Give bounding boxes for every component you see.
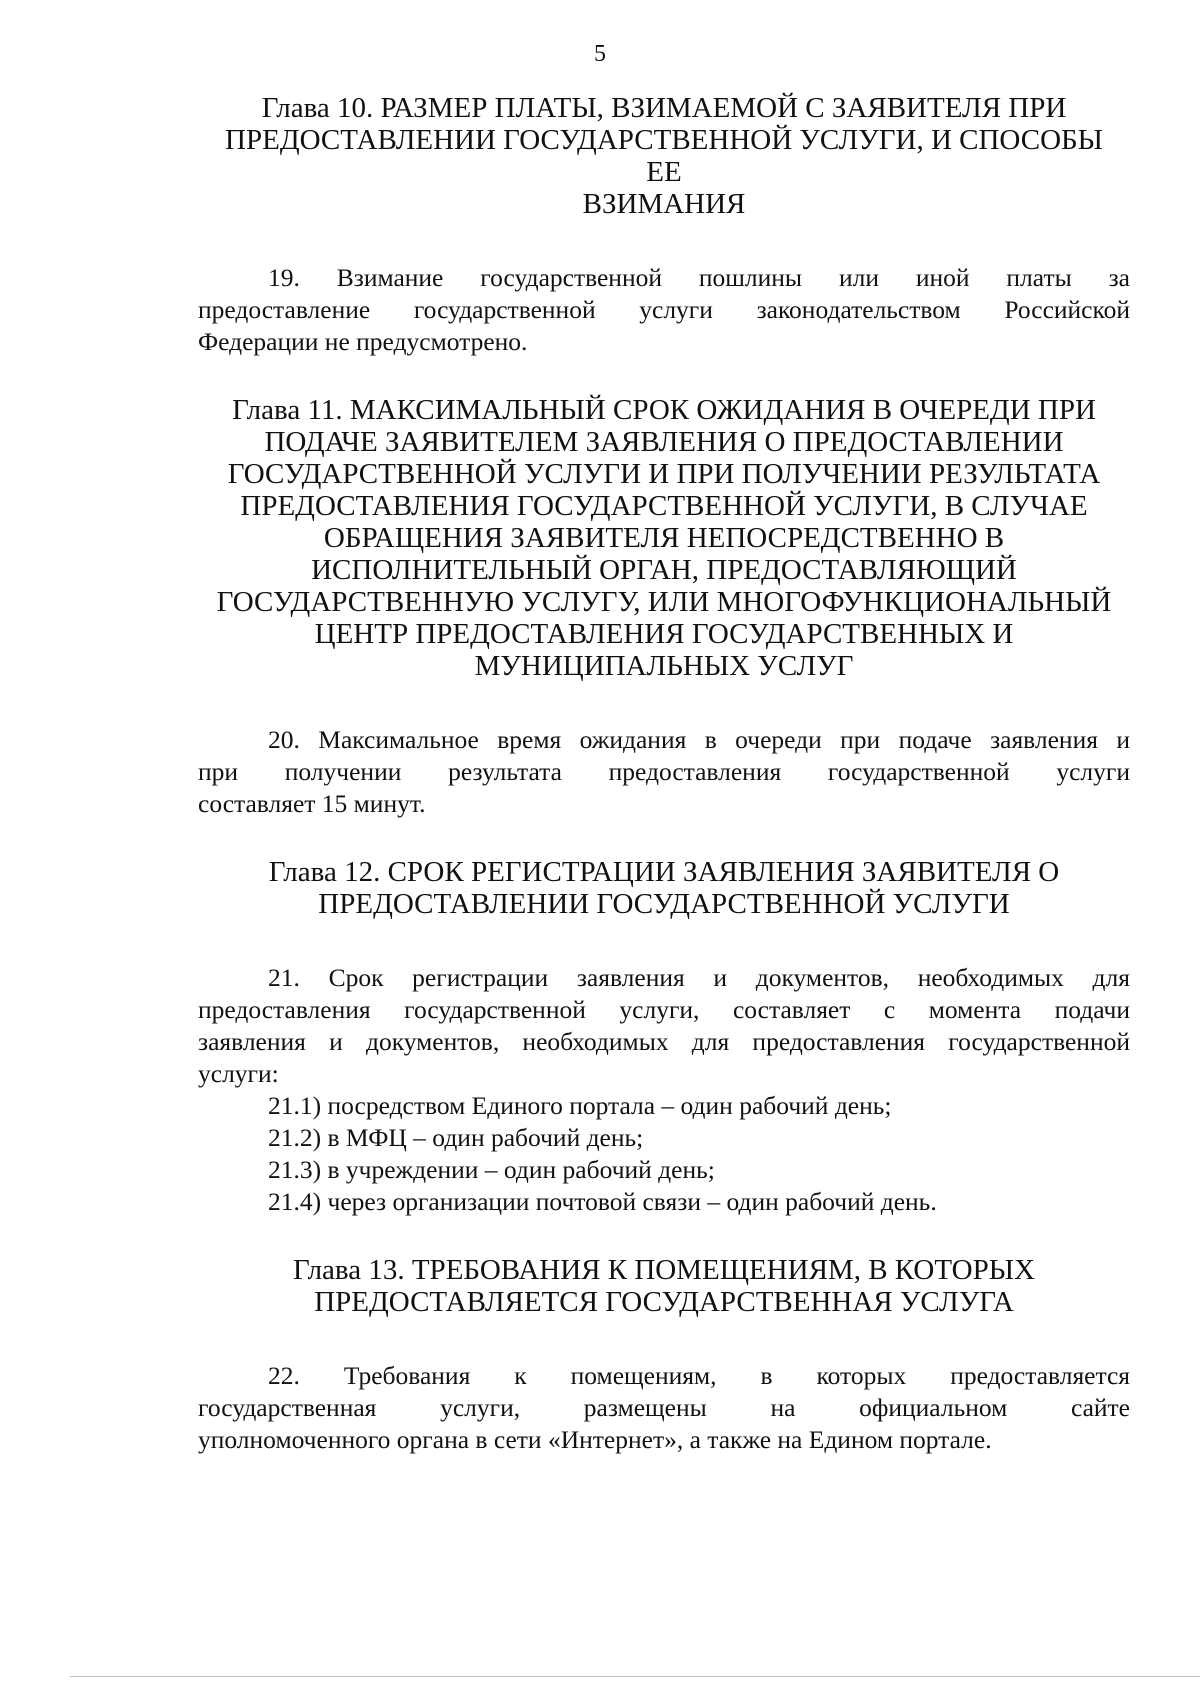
- scan-edge-line: [70, 1676, 1200, 1677]
- heading-line: ПРЕДОСТАВЛЕНИИ ГОСУДАРСТВЕННОЙ УСЛУГИ, И СПОСОБЫ ЕЕ: [225, 124, 1103, 188]
- paragraph-line: 19. Взимание государственной пошлины или иной платы за: [268, 263, 1130, 292]
- paragraph-20: [198, 724, 1130, 820]
- heading-line: ГОСУДАРСТВЕННОЙ УСЛУГИ И ПРИ ПОЛУЧЕНИИ РЕЗУЛЬТАТА: [227, 458, 1101, 490]
- heading-line: ВЗИМАНИЯ: [582, 188, 746, 220]
- paragraph-19: [198, 262, 1130, 358]
- chapter-12-heading: [198, 856, 1130, 920]
- heading-line: Глава 13. ТРЕБОВАНИЯ К ПОМЕЩЕНИЯМ, В КОТОРЫХ: [292, 1254, 1035, 1286]
- heading-line: ПРЕДОСТАВЛЕНИЯ ГОСУДАРСТВЕННОЙ УСЛУГИ, В СЛУЧАЕ: [240, 490, 1088, 522]
- chapter-10-heading: [198, 92, 1130, 220]
- heading-line: ПРЕДОСТАВЛЯЕТСЯ ГОСУДАРСТВЕННАЯ УСЛУГА: [314, 1286, 1014, 1318]
- document-body: [198, 92, 1130, 1456]
- paragraph-line: при получении результата предоставления государственной услуги: [198, 757, 1130, 786]
- page-number: 5: [594, 41, 606, 67]
- paragraph-line: предоставление государственной услуги законодательством Российской: [198, 295, 1130, 324]
- heading-line: ОБРАЩЕНИЯ ЗАЯВИТЕЛЯ НЕПОСРЕДСТВЕННО В: [323, 522, 1005, 554]
- chapter-13-heading: [198, 1254, 1130, 1318]
- paragraph-22: [198, 1360, 1130, 1456]
- heading-line: ПРЕДОСТАВЛЕНИИ ГОСУДАРСТВЕННОЙ УСЛУГИ: [318, 888, 1010, 920]
- list-item: 21.3) в учреждении – один рабочий день;: [268, 1155, 715, 1184]
- paragraph-line: заявления и документов, необходимых для предоставления государственной: [198, 1027, 1130, 1056]
- paragraph-line: 22. Требования к помещениям, в которых предоставляется: [268, 1361, 1130, 1390]
- heading-line: ГОСУДАРСТВЕННУЮ УСЛУГУ, ИЛИ МНОГОФУНКЦИОНАЛЬНЫЙ: [216, 586, 1112, 618]
- chapter-11-heading: [198, 394, 1130, 682]
- paragraph-line: 20. Максимальное время ожидания в очереди при подаче заявления и: [268, 725, 1130, 754]
- paragraph-line: предоставления государственной услуги, составляет с момента подачи: [198, 995, 1130, 1024]
- paragraph-line: уполномоченного органа в сети «Интернет», а также на Едином портале.: [198, 1425, 992, 1454]
- heading-line: Глава 11. МАКСИМАЛЬНЫЙ СРОК ОЖИДАНИЯ В ОЧЕРЕДИ ПРИ: [232, 394, 1096, 426]
- heading-line: ИСПОЛНИТЕЛЬНЫЙ ОРГАН, ПРЕДОСТАВЛЯЮЩИЙ: [311, 554, 1017, 586]
- paragraph-line: Федерации не предусмотрено.: [198, 327, 528, 356]
- paragraph-line: 21. Срок регистрации заявления и документов, необходимых для: [268, 963, 1130, 992]
- paragraph-line: составляет 15 минут.: [198, 789, 426, 818]
- heading-line: Глава 12. СРОК РЕГИСТРАЦИИ ЗАЯВЛЕНИЯ ЗАЯВИТЕЛЯ О: [268, 856, 1060, 888]
- paragraph-line: услуги:: [198, 1059, 279, 1088]
- paragraph-line: государственная услуги, размещены на официальном сайте: [198, 1393, 1130, 1422]
- list-item: 21.1) посредством Единого портала – один рабочий день;: [268, 1091, 892, 1120]
- paragraph-21: [198, 962, 1130, 1090]
- heading-line: ЦЕНТР ПРЕДОСТАВЛЕНИЯ ГОСУДАРСТВЕННЫХ И: [314, 618, 1014, 650]
- registration-terms-list: [198, 1090, 1130, 1218]
- list-item: 21.2) в МФЦ – один рабочий день;: [268, 1123, 644, 1152]
- heading-line: МУНИЦИПАЛЬНЫХ УСЛУГ: [474, 650, 854, 682]
- list-item: 21.4) через организации почтовой связи – один рабочий день.: [268, 1187, 937, 1216]
- heading-line: Глава 10. РАЗМЕР ПЛАТЫ, ВЗИМАЕМОЙ С ЗАЯВИТЕЛЯ ПРИ: [261, 92, 1067, 124]
- heading-line: ПОДАЧЕ ЗАЯВИТЕЛЕМ ЗАЯВЛЕНИЯ О ПРЕДОСТАВЛЕНИИ: [264, 426, 1064, 458]
